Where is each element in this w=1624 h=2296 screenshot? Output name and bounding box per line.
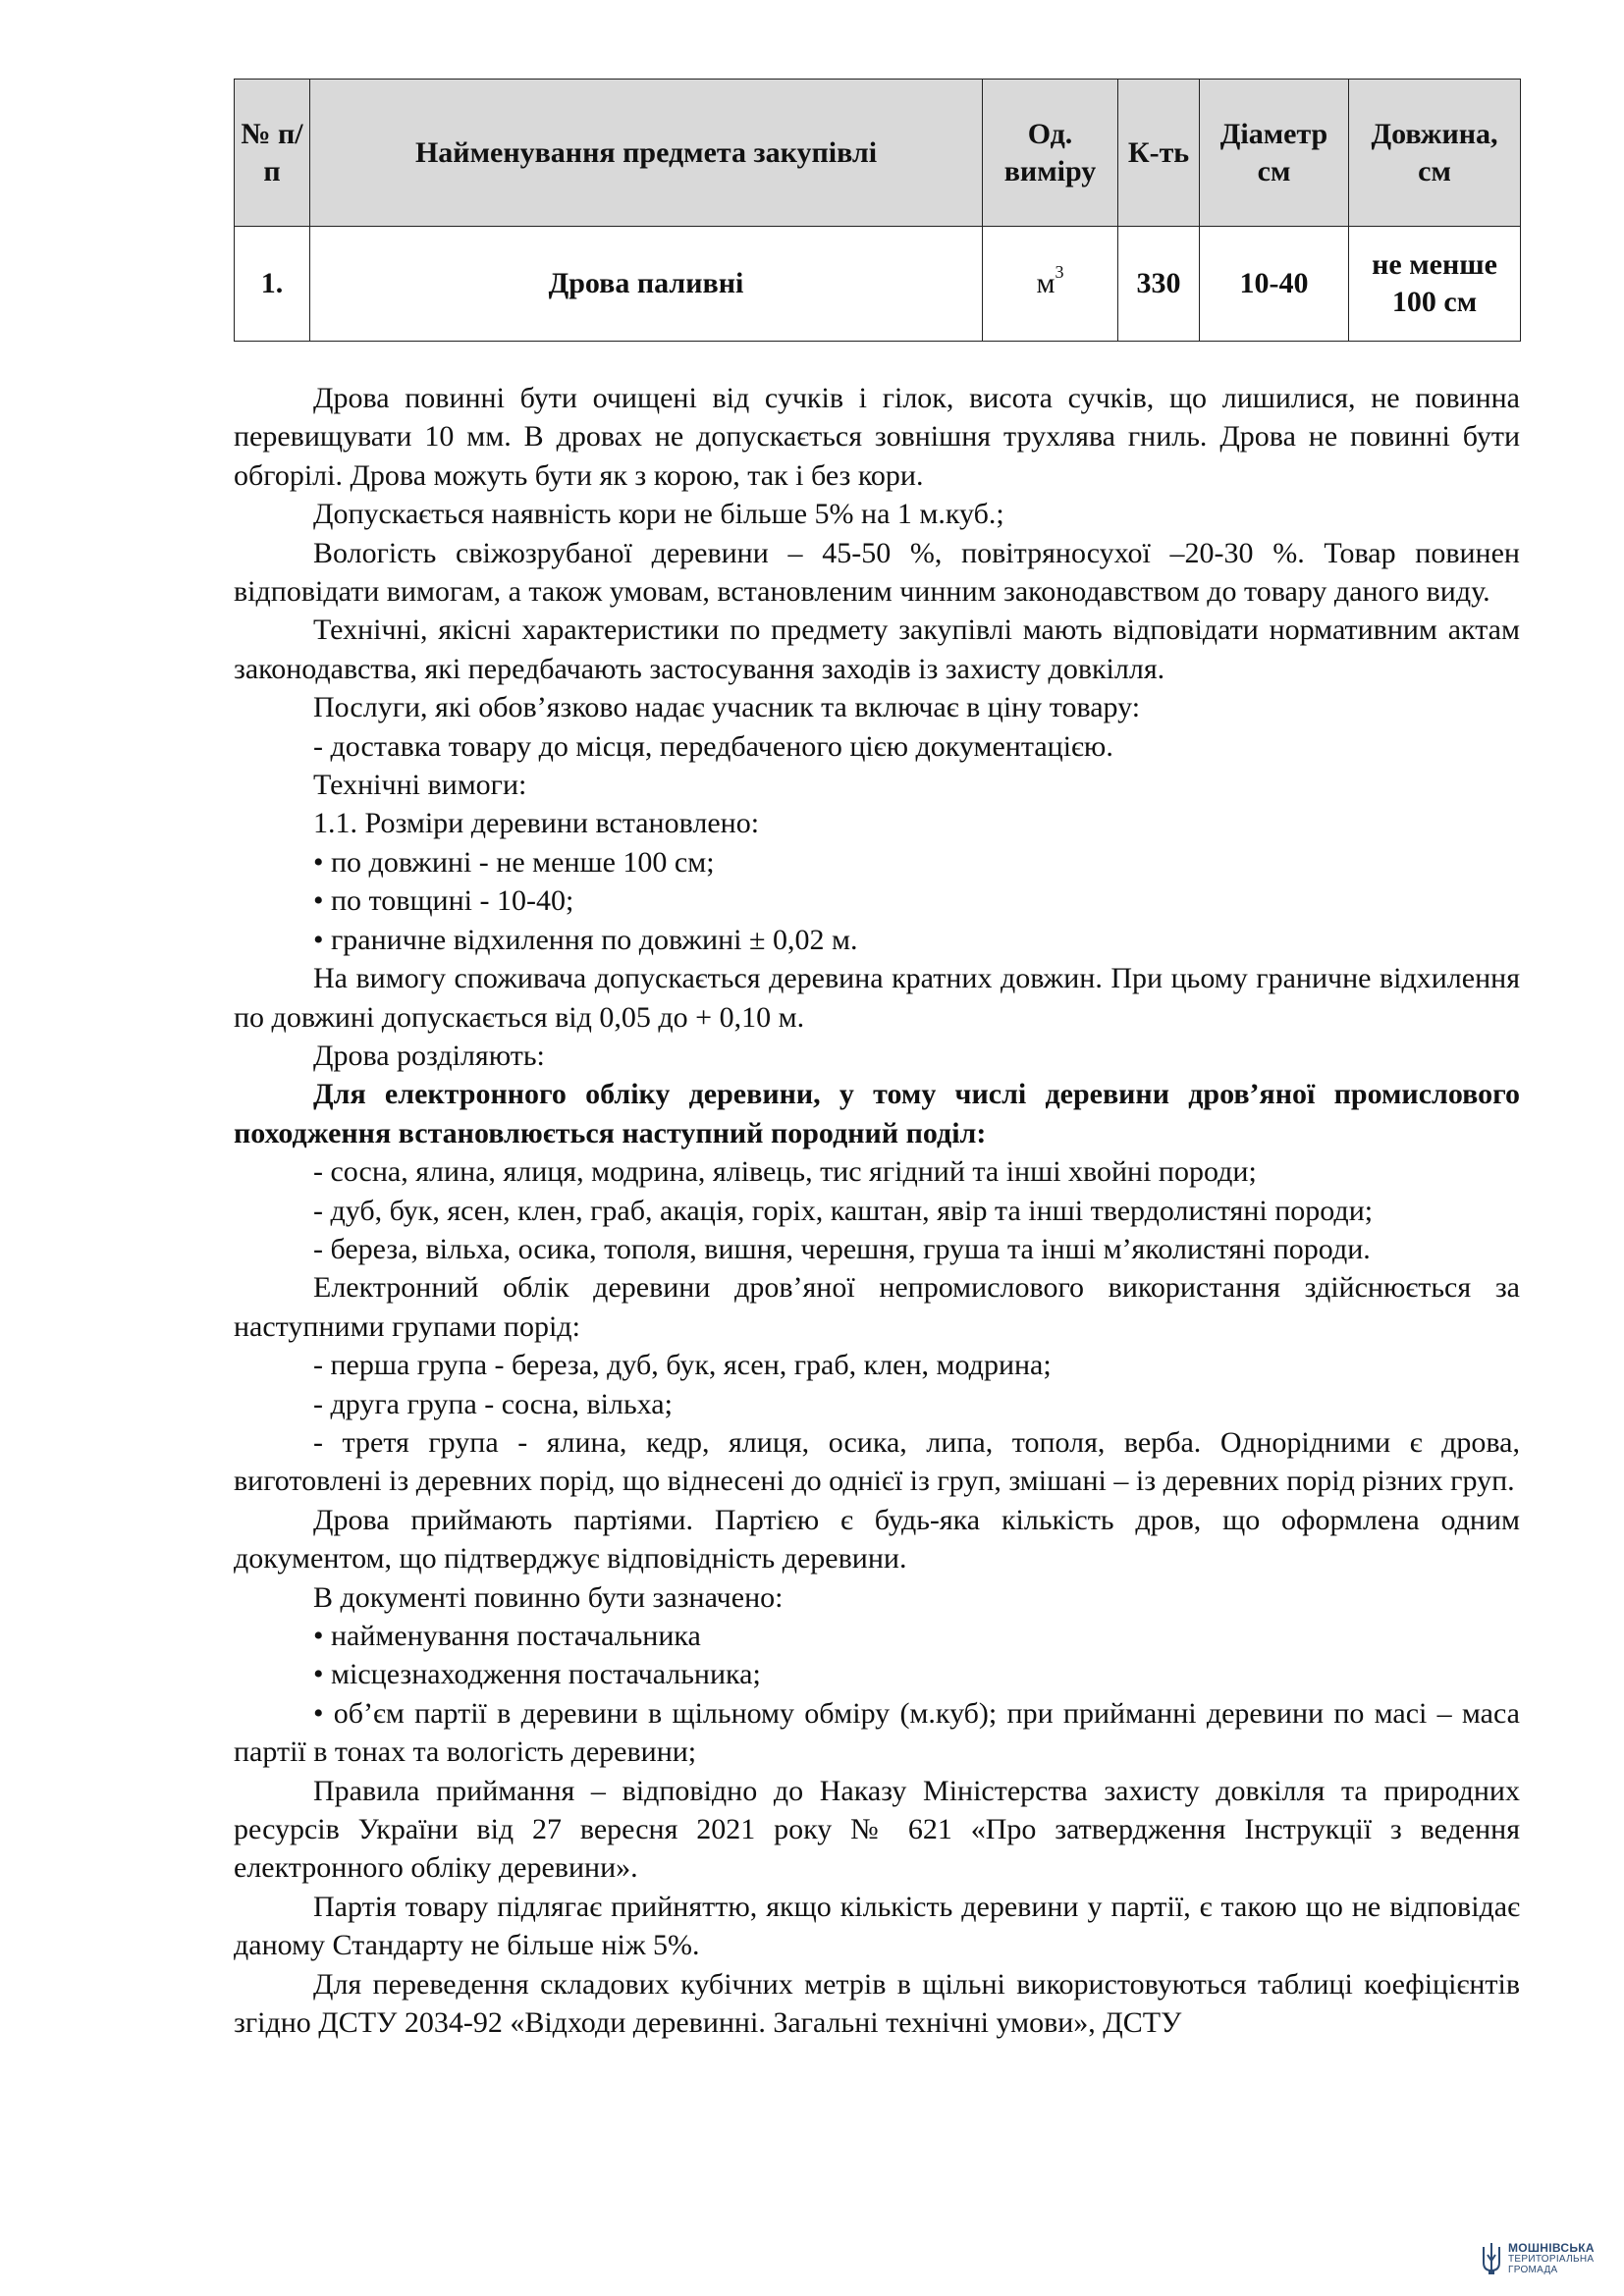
procurement-table bbox=[234, 79, 1521, 342]
table-row bbox=[235, 227, 1521, 342]
paragraph: • по довжині - не менше 100 см; bbox=[313, 845, 715, 879]
paragraph: • місцезнаходження постачальника; bbox=[313, 1658, 761, 1691]
paragraph: Послуги, які обов’язково надає учасник та включає в ціну товару: bbox=[313, 691, 1141, 724]
header-item-name: Найменування предмета закупівлі bbox=[310, 80, 983, 227]
paragraph: Партія товару підлягає прийняттю, якщо кількість деревини у партії, є такою що не відповідає даному Стандарту не більше ніж 5%. bbox=[234, 1890, 1520, 1962]
paragraph: • об’єм партії в деревини в щільному обміру (м.куб); при прийманні деревини по масі – маса партії в тонах та вологість деревини; bbox=[234, 1696, 1520, 1769]
paragraph: - береза, вільха, осика, тополя, вишня, черешня, груша та інші м’яколистяні породи. bbox=[313, 1232, 1371, 1265]
paragraph: Дрова розділяють: bbox=[313, 1039, 545, 1072]
paragraph: Для електронного обліку деревини, у тому числі деревини дров’яної промислового походження встановлюється наступний породний поділ: bbox=[234, 1078, 1520, 1149]
cell-length: не менше 100 см bbox=[1349, 227, 1521, 342]
paragraph: Дрова повинні бути очищені від сучків і гілок, висота сучків, що лишилися, не повинна перевищувати 10 мм. В дровах не допускається зовнішня трухлява гниль. Дрова не повинні бути обгорілі. Дрова можуть бути як з корою, так і без кори. bbox=[234, 382, 1520, 492]
paragraph: 1.1. Розміри деревини встановлено: bbox=[313, 807, 760, 840]
cell-quantity: 330 bbox=[1118, 227, 1200, 342]
paragraph: - дуб, бук, ясен, клен, граб, акація, горіх, каштан, явір та інші твердолистяні породи; bbox=[313, 1194, 1374, 1227]
paragraph: - третя група - ялина, кедр, ялиця, осика, липа, тополя, верба. Однорідними є дрова, виготовлені із деревних порід, що віднесені до однієї із груп, змішані – із деревних порід різних груп. bbox=[234, 1425, 1520, 1498]
footer-logo bbox=[1481, 2241, 1595, 2276]
paragraph: - сосна, ялина, ялиця, модрина, ялівець, тис ягідний та інші хвойні породи; bbox=[313, 1155, 1257, 1189]
paragraph: Електронний облік деревини дров’яної непромислового використання здійснюється за наступними групами порід: bbox=[234, 1271, 1520, 1343]
header-quantity: К-ть bbox=[1118, 80, 1200, 227]
header-length: Довжина, см bbox=[1349, 80, 1521, 227]
logo-line-1: МОШНІВСЬКА bbox=[1508, 2240, 1595, 2255]
unit-superscript: 3 bbox=[1055, 262, 1064, 282]
paragraph: • найменування постачальника bbox=[313, 1620, 701, 1652]
cell-diameter: 10-40 bbox=[1200, 227, 1349, 342]
logo-text bbox=[1508, 2240, 1595, 2275]
paragraph: Дрова приймають партіями. Партією є будь-яка кількість дров, що оформлена одним документом, що підтверджує відповідність деревини. bbox=[234, 1503, 1520, 1575]
paragraph: На вимогу споживача допускається деревина кратних довжин. При цьому граничне відхилення по довжині допускається від 0,05 до + 0,10 м. bbox=[234, 962, 1520, 1034]
paragraph: Вологість свіжозрубаної деревини – 45-50 %, повітряносухої –20-30 %. Товар повинен відповідати вимогам, а також умовам, встановленим чинним законодавством до товару даного виду. bbox=[234, 536, 1520, 609]
cell-unit bbox=[983, 227, 1118, 342]
unit-label: м bbox=[1036, 267, 1056, 299]
paragraph: Правила приймання – відповідно до Наказу Міністерства захисту довкілля та природних ресурсів України від 27 вересня 2021 року № 621 «Про затвердження Інструкції з ведення електронного обліку деревини». bbox=[234, 1774, 1520, 1885]
cell-number: 1. bbox=[235, 227, 310, 342]
paragraph: - друга група - сосна, вільха; bbox=[313, 1387, 673, 1420]
paragraph: Допускається наявність кори не більше 5% на 1 м.куб.; bbox=[313, 498, 1004, 531]
paragraph: - перша група - береза, дуб, бук, ясен, граб, клен, модрина; bbox=[313, 1349, 1052, 1382]
paragraph: В документі повинно бути зазначено: bbox=[313, 1580, 784, 1614]
paragraph: Для переведення складових кубічних метрів в щільні використовуються таблиці коефіцієнтів згідно ДСТУ 2034-92 «Відходи деревинні. Загальні технічні умови», ДСТУ bbox=[234, 1967, 1520, 2040]
header-diameter: Діаметр см bbox=[1200, 80, 1349, 227]
paragraph: Технічні, якісні характеристики по предмету закупівлі мають відповідати нормативним актам законодавства, які передбачають застосування заходів із захисту довкілля. bbox=[234, 614, 1520, 685]
logo-line-3: ГРОМАДА bbox=[1508, 2264, 1558, 2275]
header-number: № п/п bbox=[235, 80, 310, 227]
cell-item-name: Дрова паливні bbox=[310, 227, 983, 342]
document-page bbox=[234, 79, 1520, 2042]
paragraph: • граничне відхилення по довжині ± 0,02 м. bbox=[313, 923, 858, 956]
paragraph: Технічні вимоги: bbox=[313, 769, 527, 802]
document-body bbox=[234, 379, 1520, 2042]
logo-line-2: ТЕРИТОРІАЛЬНА bbox=[1508, 2253, 1595, 2265]
paragraph: - доставка товару до місця, передбаченого цією документацією. bbox=[313, 729, 1113, 763]
paragraph: • по товщині - 10-40; bbox=[313, 884, 574, 918]
table-header-row bbox=[235, 80, 1521, 227]
header-unit: Од. виміру bbox=[983, 80, 1118, 227]
trident-icon bbox=[1481, 2241, 1502, 2276]
